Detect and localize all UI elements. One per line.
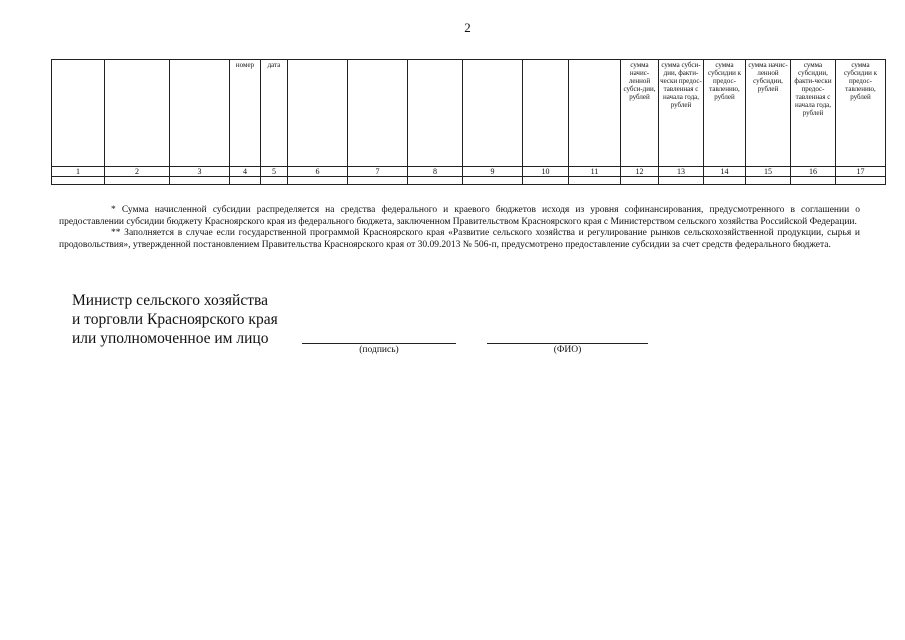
table-cell — [463, 177, 523, 185]
header-cell: номер — [230, 60, 261, 167]
table-cell — [659, 177, 704, 185]
table-header-row — [52, 60, 886, 167]
table-cell — [704, 177, 746, 185]
header-cell: сумма субсидии к предос-тавлению, рублей — [836, 60, 886, 167]
table-cell — [746, 177, 791, 185]
subsidy-table — [51, 59, 886, 185]
header-cell — [170, 60, 230, 167]
column-number: 9 — [463, 167, 523, 177]
table-cell — [288, 177, 348, 185]
table-cell — [261, 177, 288, 185]
header-cell — [408, 60, 463, 167]
column-number: 17 — [836, 167, 886, 177]
page-number: 2 — [464, 20, 471, 35]
header-cell: сумма субсидии к предос-тавлению, рублей — [704, 60, 746, 167]
column-number: 5 — [261, 167, 288, 177]
column-number: 3 — [170, 167, 230, 177]
table-cell — [170, 177, 230, 185]
table-cell — [52, 177, 105, 185]
header-cell — [288, 60, 348, 167]
header-cell — [52, 60, 105, 167]
footnote-2: ** Заполняется в случае если государственной программой Красноярского края «Развитие сельского хозяйства и регулирование рынков сельскохозяйственной продукции, сырья и продовольствия», утвержденной постановлением Правительства Красноярского края от 30.09.2013 № 506-п, предусмотрено предоставление субсидии за счет средств федерального бюджета. — [59, 228, 860, 250]
column-number: 15 — [746, 167, 791, 177]
column-number: 6 — [288, 167, 348, 177]
signature-line — [302, 343, 456, 344]
table-cell — [621, 177, 659, 185]
header-cell: сумма субсидии, факти-чески предос-тавленная с начала года, рублей — [791, 60, 836, 167]
header-cell — [569, 60, 621, 167]
column-number: 13 — [659, 167, 704, 177]
column-number: 10 — [523, 167, 569, 177]
column-number: 12 — [621, 167, 659, 177]
column-number: 4 — [230, 167, 261, 177]
name-caption: (ФИО) — [553, 345, 582, 355]
table-cell — [523, 177, 569, 185]
header-cell — [523, 60, 569, 167]
table-cell — [791, 177, 836, 185]
signature-caption: (подпись) — [359, 345, 399, 355]
table-cell — [569, 177, 621, 185]
header-cell — [463, 60, 523, 167]
header-cell: сумма начис-ленной субсидии, рублей — [746, 60, 791, 167]
column-number: 16 — [791, 167, 836, 177]
empty-data-row — [52, 177, 886, 185]
signatory-line-1: Министр сельского хозяйства — [72, 292, 268, 309]
header-cell: сумма субси-дии, факти-чески предос-тавленная с начала года, рублей — [659, 60, 704, 167]
header-cell — [348, 60, 408, 167]
column-number-row — [52, 167, 886, 177]
table-cell — [105, 177, 170, 185]
header-cell — [105, 60, 170, 167]
signatory-title — [72, 291, 278, 348]
column-number: 8 — [408, 167, 463, 177]
table-cell — [836, 177, 886, 185]
table-cell — [230, 177, 261, 185]
table-cell — [408, 177, 463, 185]
signatory-line-2: и торговли Красноярского края — [72, 311, 278, 328]
header-cell: сумма начис-ленной субси-дии, рублей — [621, 60, 659, 167]
footnotes — [59, 205, 860, 251]
name-line — [487, 343, 648, 344]
column-number: 14 — [704, 167, 746, 177]
table-cell — [348, 177, 408, 185]
footnote-1: * Сумма начисленной субсидии распределяется на средства федерального и краевого бюджетов исходя из уровня софинансирования, предусмотренного в соглашении о предоставлении субсидии бюджету Красноярского края из федерального бюджета, заключенном Правительством Красноярского края с Министерством сельского хозяйства Российской Федерации. — [59, 205, 860, 227]
column-number: 2 — [105, 167, 170, 177]
header-cell: дата — [261, 60, 288, 167]
column-number: 1 — [52, 167, 105, 177]
signatory-line-3: или уполномоченное им лицо — [72, 330, 269, 347]
column-number: 11 — [569, 167, 621, 177]
column-number: 7 — [348, 167, 408, 177]
